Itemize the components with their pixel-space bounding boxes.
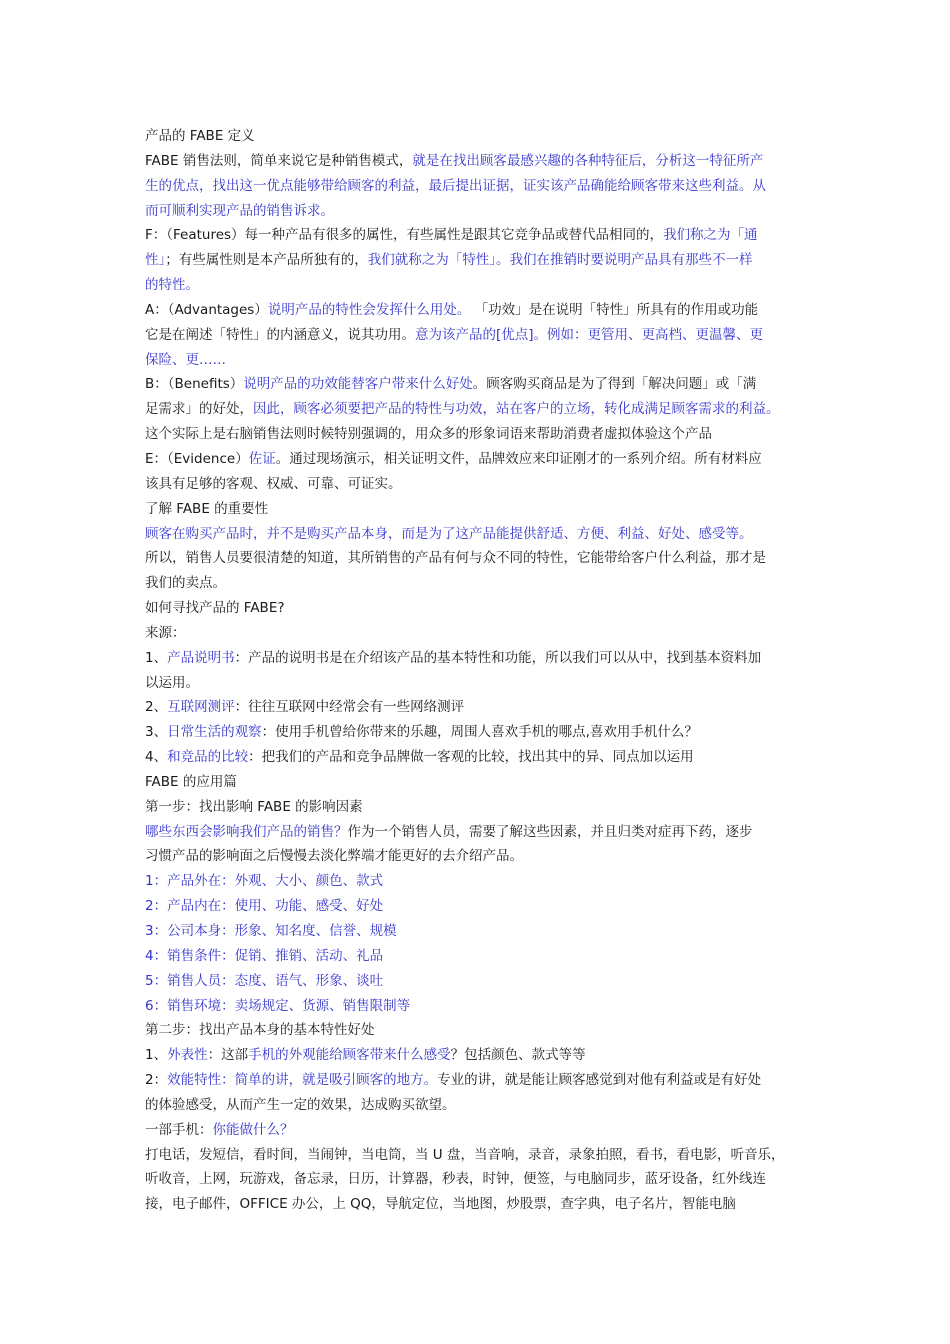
text-line — [145, 770, 813, 795]
text-segment: 第二步：找出产品本身的基本特性好处 — [145, 1022, 375, 1039]
text-segment: 以运用。 — [145, 674, 199, 691]
highlighted-text: 性」 — [145, 252, 166, 269]
text-segment: 所以，销售人员要很清楚的知道，其所销售的产品有何与众不同的特性，它能带给客户什么利益，那才是 — [145, 550, 766, 567]
text-segment: 它是在阐述「特性」的内涵意义，说其功用。 — [145, 326, 415, 343]
text-line — [145, 571, 813, 596]
text-line — [145, 969, 813, 994]
text-line — [145, 695, 813, 720]
text-line — [145, 397, 813, 422]
highlighted-text: 顾客在购买产品时，并不是购买产品本身，而是为了这产品能提供舒适、方便、利益、好处、感受等。 — [145, 525, 753, 542]
highlighted-text: 的特性。 — [145, 277, 199, 294]
text-line — [145, 124, 813, 149]
text-line — [145, 422, 813, 447]
document-body — [145, 124, 813, 1217]
text-segment: ：使用手机曾给你带来的乐趣，周围人喜欢手机的哪点,喜欢用手机什么？ — [261, 724, 698, 741]
text-line — [145, 596, 813, 621]
text-segment: 的体验感受，从而产生一定的效果，达成购买欲望。 — [145, 1096, 456, 1113]
text-segment: ：这部 — [207, 1047, 249, 1064]
text-line — [145, 372, 813, 397]
text-segment: 来源： — [145, 624, 186, 641]
text-segment: 2： — [145, 1072, 168, 1089]
highlighted-text: 6：销售环境：卖场规定、货源、销售限制等 — [145, 997, 411, 1014]
text-line — [145, 1167, 813, 1192]
highlighted-text: 你能做什么？ — [212, 1121, 294, 1138]
text-segment: 3、 — [145, 724, 168, 741]
text-line — [145, 522, 813, 547]
highlighted-text: 哪些东西会影响我们产品的销售？ — [145, 823, 348, 840]
text-segment: 1、 — [145, 649, 168, 666]
text-segment: 。通过现场演示，相关证明文件，品牌效应来印证刚才的一系列介绍。所有材料应 — [275, 450, 762, 467]
text-segment: 这个实际上是右脑销售法则时候特别强调的，用众多的形象词语来帮助消费者虚拟体验这个产品 — [145, 426, 712, 443]
text-line — [145, 447, 813, 472]
text-segment: FABE 销售法则，简单来说它是种销售模式， — [145, 152, 413, 169]
text-line — [145, 795, 813, 820]
text-segment: A：（Advantages） — [145, 301, 268, 318]
text-segment: 1、 — [145, 1047, 168, 1064]
text-line — [145, 1143, 813, 1168]
highlighted-text: 佐证 — [248, 450, 276, 467]
highlighted-text: 产品说明书 — [167, 649, 235, 666]
text-line — [145, 323, 813, 348]
text-segment: 「功效」是在说明「特性」所具有的作用或功能 — [470, 301, 759, 318]
text-line — [145, 894, 813, 919]
text-line — [145, 1043, 813, 1068]
text-line — [145, 671, 813, 696]
text-segment: 了解 FABE 的重要性 — [145, 500, 269, 517]
text-line — [145, 223, 813, 248]
text-line — [145, 720, 813, 745]
highlighted-text: 效能特性：简单的讲，就是吸引顾客的地方。 — [167, 1072, 438, 1089]
text-segment: 足需求」的好处， — [145, 401, 253, 418]
text-segment: ？包括颜色、款式等等 — [450, 1047, 586, 1064]
text-line — [145, 745, 813, 770]
text-segment: 打电话，发短信，看时间，当闹钟，当电筒，当 U 盘，当音响，录音，录象拍照，看书，看电影，听音乐， — [145, 1146, 785, 1163]
highlighted-text: 和竞品的比较 — [167, 749, 249, 766]
text-line — [145, 174, 813, 199]
text-line — [145, 1068, 813, 1093]
text-segment: 专业的讲，就是能让顾客感觉到对他有利益或是有好处 — [437, 1072, 762, 1089]
highlighted-text: 我们就称之为「特性」。我们在推销时要说明产品具有那些不一样 — [367, 252, 753, 269]
text-segment: 产品的 FABE 定义 — [145, 128, 255, 144]
text-line — [145, 273, 813, 298]
text-segment: ：把我们的产品和竞争品牌做一客观的比较，找出其中的异、同点加以运用 — [248, 749, 694, 766]
highlighted-text: 就是在找出顾客最感兴趣的各种特征后，分析这一特征所产 — [412, 152, 764, 169]
highlighted-text: 因此，顾客必须要把产品的特性与功效，站在客户的立场，转化成满足顾客需求的利益。 — [253, 401, 780, 418]
highlighted-text: 说明产品的功效能替客户带来什么好处 — [243, 376, 473, 393]
text-segment: 2、 — [145, 699, 168, 716]
text-line — [145, 646, 813, 671]
highlighted-text: 3：公司本身：形象、知名度、信誉、规模 — [145, 923, 397, 939]
text-line — [145, 844, 813, 869]
text-line — [145, 621, 813, 646]
highlighted-text: 说明产品的特性会发挥什么用处。 — [267, 301, 471, 318]
text-segment: F：（Features）每一种产品有很多的属性，有些属性是跟其它竞争品或替代品相同的， — [145, 227, 664, 244]
text-segment: 听收音，上网，玩游戏，备忘录，日历，计算器，秒表，时钟，便签，与电脑同步，蓝牙设备，红外线连 — [145, 1171, 766, 1188]
text-segment: 接，电子邮件，OFFICE 办公，上 QQ，导航定位，当地图，炒股票，查字典，电子名片，智能电脑 — [145, 1196, 736, 1213]
text-line — [145, 919, 813, 944]
text-line — [145, 546, 813, 571]
text-line — [145, 1192, 813, 1217]
highlighted-text: 保险、更…… — [145, 351, 226, 368]
highlighted-text: 生的优点，找出这一优点能够带给顾客的利益，最后提出证据，证实该产品确能给顾客带来这些利益。从 — [145, 177, 766, 194]
text-segment: ：往往互联网中经常会有一些网络测评 — [234, 699, 465, 716]
text-segment: 习惯产品的影响面之后慢慢去淡化弊端才能更好的去介绍产品。 — [145, 848, 523, 865]
text-segment: ；有些属性则是本产品所独有的， — [165, 252, 368, 269]
text-segment: ：产品的说明书是在介绍该产品的基本特性和功能，所以我们可以从中，找到基本资料加 — [234, 649, 762, 666]
text-line — [145, 472, 813, 497]
text-segment: B：（Benefits） — [145, 376, 244, 393]
highlighted-text: 5：销售人员：态度、语气、形象、谈吐 — [145, 972, 384, 989]
text-line — [145, 248, 813, 273]
text-segment: E：（Evidence） — [145, 450, 249, 467]
highlighted-text: 我们称之为「通 — [663, 227, 758, 244]
text-segment: 该具有足够的客观、权威、可靠、可证实。 — [145, 475, 402, 492]
highlighted-text: 4：销售条件：促销、推销、活动、礼品 — [145, 947, 384, 964]
highlighted-text: 互联网测评 — [167, 699, 235, 716]
text-segment: 4、 — [145, 749, 168, 766]
highlighted-text: 手机的外观能给顾客带来什么感受 — [248, 1047, 451, 1064]
highlighted-text: 外表性 — [167, 1047, 208, 1064]
highlighted-text: 而可顺利实现产品的销售诉求。 — [145, 202, 334, 219]
text-line — [145, 820, 813, 845]
text-line — [145, 497, 813, 522]
text-segment: FABE 的应用篇 — [145, 773, 237, 790]
text-line — [145, 1018, 813, 1043]
highlighted-text: 日常生活的观察 — [167, 724, 262, 741]
highlighted-text: 意为该产品的[优点]。例如：更管用、更高档、更温馨、更 — [415, 326, 764, 343]
text-line — [145, 298, 813, 323]
text-line — [145, 149, 813, 174]
text-line — [145, 869, 813, 894]
text-line — [145, 994, 813, 1019]
text-segment: 。顾客购买商品是为了得到「解决问题」或「满 — [472, 376, 757, 393]
text-segment: 作为一个销售人员，需要了解这些因素，并且归类对症再下药，逐步 — [347, 823, 753, 840]
highlighted-text: 2：产品内在：使用、功能、感受、好处 — [145, 898, 384, 915]
text-line — [145, 1093, 813, 1118]
text-segment: 如何寻找产品的 FABE? — [145, 600, 285, 617]
text-segment: 一部手机： — [145, 1121, 213, 1138]
text-line — [145, 944, 813, 969]
text-line — [145, 1118, 813, 1143]
text-segment: 第一步：找出影响 FABE 的影响因素 — [145, 798, 363, 815]
text-segment: 我们的卖点。 — [145, 575, 226, 592]
highlighted-text: 1：产品外在：外观、大小、颜色、款式 — [145, 873, 384, 890]
text-line — [145, 199, 813, 224]
text-line — [145, 348, 813, 373]
